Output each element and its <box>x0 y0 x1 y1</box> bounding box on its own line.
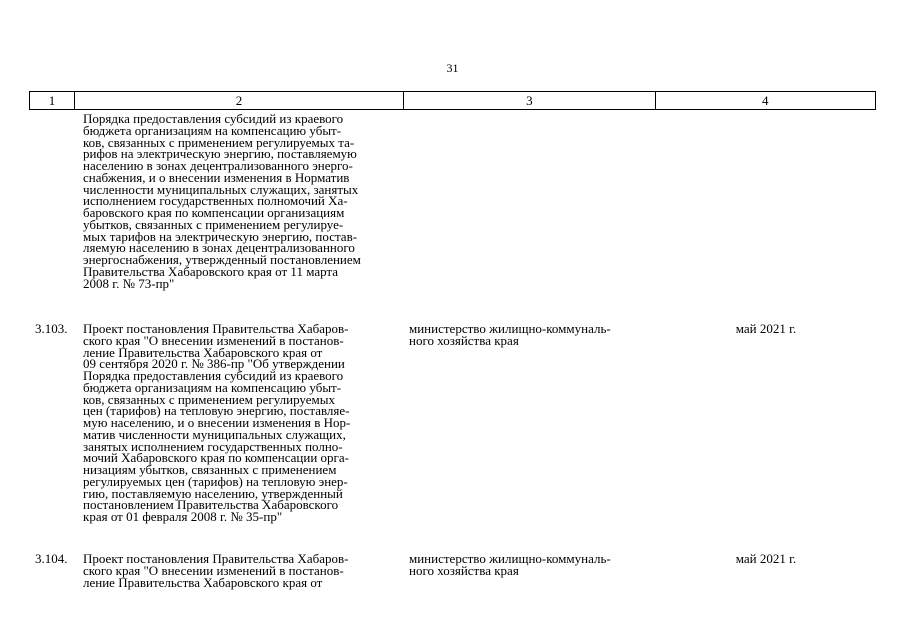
text-line: убытков, связанных с применением регулируе- <box>83 216 344 232</box>
text-line: матив численности муниципальных служащих, <box>83 426 346 442</box>
text-line: ского края "О внесении изменений в постанов- <box>83 332 344 348</box>
row-term: май 2021 г. <box>735 321 797 336</box>
text-line: постановлением Правительства Хабаровского <box>83 497 339 513</box>
text-line: Порядка предоставления субсидий из краевого <box>83 368 344 383</box>
text-line: мочий Хабаровского края по компенсации орга- <box>83 450 349 466</box>
row-description <box>74 553 404 588</box>
text-line: ляемую населению в зонах децентрализованного <box>83 240 355 256</box>
text-line: ление Правительства Хабаровского края от <box>83 344 323 360</box>
page-number: 31 <box>446 61 459 75</box>
text-line: гию, поставляемую населению, утвержденный <box>83 485 343 501</box>
text-line: исполнением государственных полномочий Ха- <box>83 193 348 209</box>
text-line: ков, связанных с применением регулируемых та- <box>83 134 355 150</box>
table-header <box>29 91 876 110</box>
header-col-1: 1 <box>30 92 75 109</box>
text-line: ского края "О внесении изменений в постанов- <box>83 562 344 578</box>
text-line: ного хозяйства края <box>409 332 519 348</box>
table-row <box>29 553 876 588</box>
text-line: края от 01 февраля 2008 г. № 35-пр" <box>83 509 283 524</box>
text-line: цен (тарифов) на тепловую энергию, поставляе- <box>83 403 350 419</box>
row-number: 3.103. <box>35 321 68 336</box>
row-executor <box>404 113 656 323</box>
text-line: баровского края по компенсации организациям <box>83 205 345 220</box>
text-line: снабжения, и о внесении изменения в Норматив <box>83 169 350 185</box>
text-line: министерство жилищно-коммуналь- <box>409 321 611 336</box>
text-line: мых тарифов на электрическую энергию, постав- <box>83 228 358 244</box>
table-body <box>29 113 876 588</box>
table-row <box>29 113 876 323</box>
text-line: 2008 г. № 73-пр" <box>83 275 175 291</box>
header-col-2: 2 <box>75 92 404 109</box>
text-line: занятых исполнением государственных полно- <box>83 438 343 454</box>
text-line: низациям убытков, связанных с применением <box>83 462 337 477</box>
text-line: Проект постановления Правительства Хабаров- <box>83 321 349 336</box>
header-col-3: 3 <box>404 92 655 109</box>
text-line: рифов на электрическую энергию, поставляемую <box>83 146 357 162</box>
text-line: бюджета организациям на компенсацию убыт- <box>83 379 342 395</box>
text-line: министерство жилищно-коммуналь- <box>409 551 611 566</box>
text-line: Проект постановления Правительства Хабаров- <box>83 551 349 566</box>
row-executor <box>404 323 656 553</box>
text-line: Порядка предоставления субсидий из краевого <box>83 111 344 126</box>
row-term <box>656 113 876 323</box>
text-line: энергоснабжения, утвержденный постановлением <box>83 252 361 267</box>
text-line: Правительства Хабаровского края от 11 марта <box>83 263 339 279</box>
text-line: населению в зонах децентрализованного энерго- <box>83 158 353 173</box>
row-description <box>74 323 404 553</box>
text-line: бюджета организациям на компенсацию убыт- <box>83 122 342 138</box>
text-line: ление Правительства Хабаровского края от <box>83 574 323 590</box>
row-term: май 2021 г. <box>735 551 797 566</box>
table-row <box>29 323 876 553</box>
row-description <box>74 113 404 323</box>
text-line: 09 сентября 2020 г. № 386-пр "Об утверждении <box>83 356 345 372</box>
row-executor <box>404 553 656 588</box>
text-line: мую населению, и о внесении изменения в Нор- <box>83 415 351 430</box>
text-line: ков, связанных с применением регулируемых <box>83 391 335 407</box>
text-line: ного хозяйства края <box>409 562 519 578</box>
row-number <box>29 113 74 323</box>
row-number: 3.104. <box>35 551 68 566</box>
text-line: численности муниципальных служащих, занятых <box>83 181 359 197</box>
text-line: регулируемых цен (тарифов) на тепловую энер- <box>83 473 348 489</box>
header-col-4: 4 <box>762 93 769 108</box>
